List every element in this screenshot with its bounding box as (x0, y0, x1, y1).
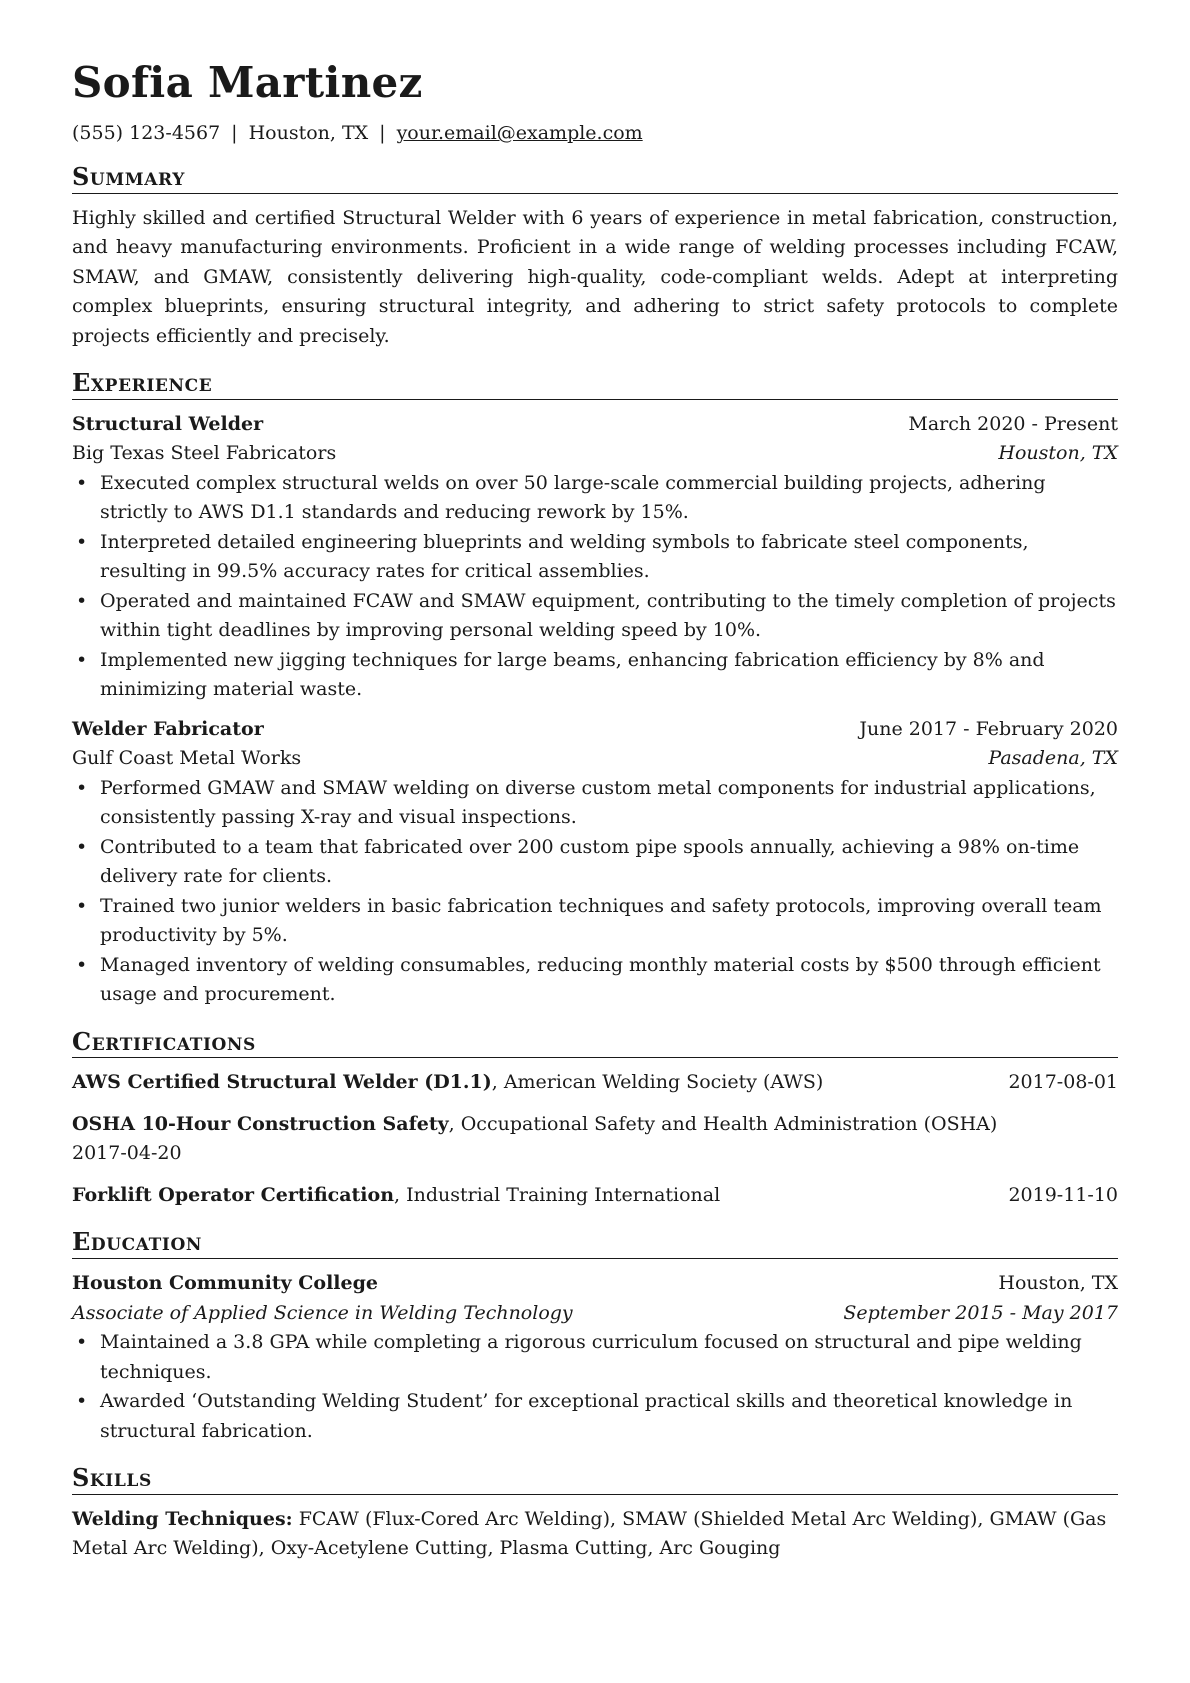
list-item: • Implemented new jigging techniques for large beams, enhancing fabrication efficiency by 8% and minimizing material waste. (100, 646, 1118, 705)
contact-separator: | (231, 122, 238, 145)
contact-line (72, 122, 1118, 145)
certification-item (72, 1068, 1118, 1098)
location: Houston, TX (248, 122, 369, 145)
degree-name: Associate of Applied Science in Welding Technology (72, 1301, 573, 1324)
job-dates: June 2017 - February 2020 (859, 717, 1118, 740)
education-dates: September 2015 - May 2017 (843, 1301, 1118, 1324)
skills-heading: Skills (72, 1464, 1118, 1495)
job-role: Welder Fabricator (72, 717, 264, 740)
certifications-heading: Certifications (72, 1028, 1118, 1059)
education-entry (72, 1269, 1118, 1446)
phone-number: (555) 123-4567 (72, 122, 221, 145)
school-location: Houston, TX (998, 1272, 1118, 1295)
candidate-name: Sofia Martinez (72, 58, 423, 107)
certification-issuer: , Occupational Safety and Health Administration (OSHA) (448, 1112, 998, 1135)
certification-date: 2019-11-10 (1008, 1183, 1118, 1206)
job-company: Big Texas Steel Fabricators (72, 442, 337, 465)
list-item: • Executed complex structural welds on over 50 large-scale commercial building projects, adhering strictly to AWS D1.1 standards and reducing rework by 15%. (100, 469, 1118, 528)
skills-line (72, 1505, 1118, 1564)
certification-item (72, 1181, 1118, 1211)
list-item: • Awarded ‘Outstanding Welding Student’ for exceptional practical skills and theoretical knowledge in structural fabrication. (100, 1387, 1118, 1446)
job-role: Structural Welder (72, 412, 264, 435)
school-name: Houston Community College (72, 1272, 378, 1295)
job-bullets (72, 774, 1118, 1010)
experience-entry (72, 715, 1118, 1010)
certification-name: Forklift Operator Certification (72, 1183, 395, 1206)
email-link[interactable]: your.email@example.com (396, 122, 643, 145)
list-item: • Interpreted detailed engineering blueprints and welding symbols to fabricate steel components, resulting in 99.5% accuracy rates for critical assemblies. (100, 528, 1118, 587)
list-item: • Maintained a 3.8 GPA while completing a rigorous curriculum focused on structural and pipe welding techniques. (100, 1328, 1118, 1387)
education-heading: Education (72, 1228, 1118, 1259)
certification-issuer: , American Welding Society (AWS) (491, 1071, 824, 1094)
education-bullets (72, 1328, 1118, 1446)
list-item: • Managed inventory of welding consumables, reducing monthly material costs by $500 through efficient usage and procurement. (100, 951, 1118, 1010)
experience-entry (72, 410, 1118, 705)
certification-name: OSHA 10-Hour Construction Safety (72, 1112, 449, 1135)
job-location: Houston, TX (998, 442, 1118, 465)
job-bullets (72, 469, 1118, 705)
list-item: • Contributed to a team that fabricated over 200 custom pipe spools annually, achieving a 98% on-time delivery rate for clients. (100, 833, 1118, 892)
list-item: • Performed GMAW and SMAW welding on diverse custom metal components for industrial applications, consistently passing X-ray and visual inspections. (100, 774, 1118, 833)
experience-heading: Experience (72, 369, 1118, 400)
summary-text: Highly skilled and certified Structural Welder with 6 years of experience in metal fabrication, construction, and heavy manufacturing environments. Proficient in a wide range of welding processes including FCAW, SMAW, and GMAW, consistently delivering high-quality, code-compliant welds. Adept at interpreting complex blueprints, ensuring structural integrity, and adhering to strict safety protocols to complete projects efficiently and precisely. (72, 206, 1118, 347)
job-company: Gulf Coast Metal Works (72, 747, 302, 770)
list-item: • Trained two junior welders in basic fabrication techniques and safety protocols, improving overall team productivity by 5%. (100, 892, 1118, 951)
job-location: Pasadena, TX (988, 747, 1118, 770)
job-dates: March 2020 - Present (908, 412, 1118, 435)
list-item: • Operated and maintained FCAW and SMAW equipment, contributing to the timely completion of projects within tight deadlines by improving personal welding speed by 10%. (100, 587, 1118, 646)
skills-label: Welding Techniques: (72, 1507, 293, 1530)
summary-heading: Summary (72, 163, 1118, 194)
certification-date: 2017-04-20 (72, 1142, 182, 1165)
certification-name: AWS Certified Structural Welder (D1.1) (72, 1071, 492, 1094)
certification-issuer: , Industrial Training International (394, 1183, 721, 1206)
certification-date: 2017-08-01 (1008, 1071, 1118, 1094)
contact-separator: | (379, 122, 386, 145)
certification-item (72, 1110, 1118, 1169)
skills-text: FCAW (Flux-Cored Arc Welding), SMAW (Shielded Metal Arc Welding), GMAW (Gas Metal Arc Welding), Oxy-Acetylene Cutting, Plasma Cutting, Arc Gouging (72, 1507, 1107, 1560)
